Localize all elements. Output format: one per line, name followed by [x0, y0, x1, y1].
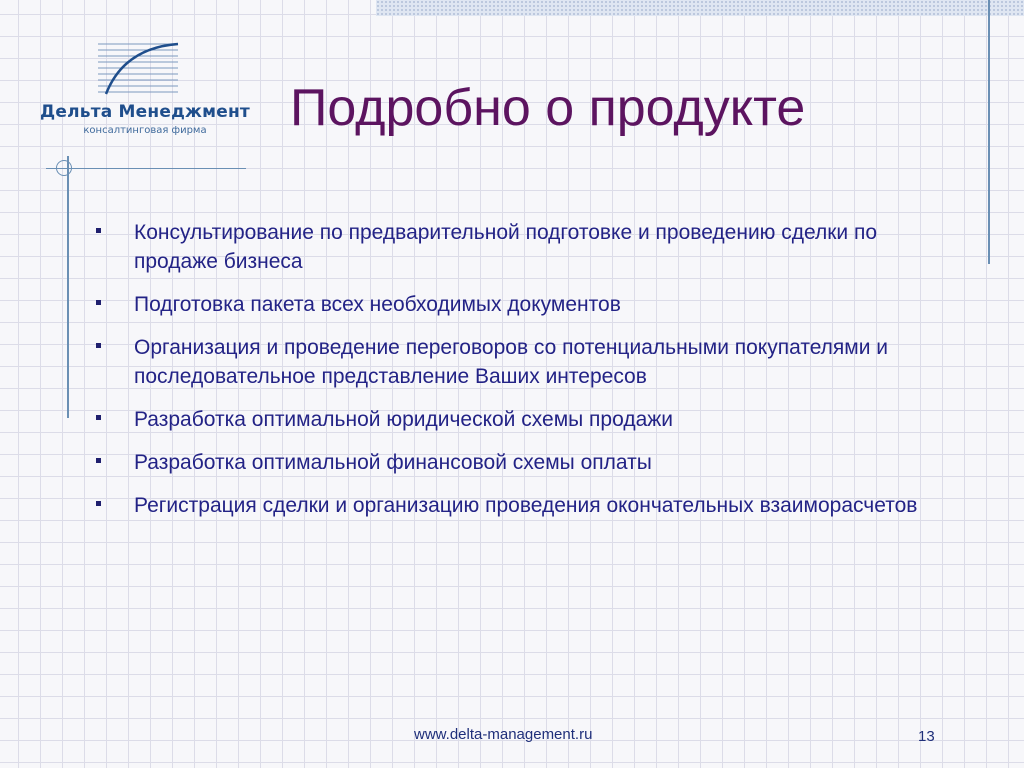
- left-vertical-rule: [67, 156, 69, 418]
- bullet-item: [96, 448, 936, 477]
- bullet-text: Консультирование по предварительной подготовке и проведению сделки по продаже бизнеса: [134, 221, 878, 273]
- square-bullet-icon: [96, 501, 101, 506]
- bullet-item: [96, 333, 936, 391]
- bullet-item: [96, 405, 936, 434]
- square-bullet-icon: [96, 415, 101, 420]
- bullet-list: [96, 218, 936, 534]
- slide-title: Подробно о продукте: [290, 79, 806, 137]
- top-decorative-band: [376, 0, 1024, 16]
- bullet-text: Подготовка пакета всех необходимых документов: [134, 293, 621, 316]
- bullet-text: Разработка оптимальной финансовой схемы оплаты: [134, 451, 652, 474]
- page-number: 13: [918, 728, 935, 745]
- bullet-text: Регистрация сделки и организацию проведения окончательных взаиморасчетов: [134, 494, 918, 517]
- bullet-item: [96, 491, 936, 520]
- bullet-item: [96, 218, 936, 276]
- logo-company-name: Дельта Менеджмент: [40, 102, 250, 122]
- square-bullet-icon: [96, 300, 101, 305]
- footer-website-link[interactable]: www.delta-management.ru: [414, 726, 593, 743]
- delta-curve-logo-icon: [96, 40, 180, 96]
- crosshair-circle-icon: [56, 160, 72, 176]
- bullet-text: Разработка оптимальной юридической схемы продажи: [134, 408, 674, 431]
- logo-tagline: консалтинговая фирма: [83, 125, 207, 136]
- square-bullet-icon: [96, 458, 101, 463]
- company-logo: [40, 36, 250, 140]
- right-vertical-rule: [988, 0, 990, 264]
- bullet-item: [96, 290, 936, 319]
- square-bullet-icon: [96, 343, 101, 348]
- square-bullet-icon: [96, 228, 101, 233]
- bullet-text: Организация и проведение переговоров со потенциальными покупателями и последовательное представление Ваших интересов: [134, 336, 889, 388]
- logo-underline-rule: [46, 168, 246, 169]
